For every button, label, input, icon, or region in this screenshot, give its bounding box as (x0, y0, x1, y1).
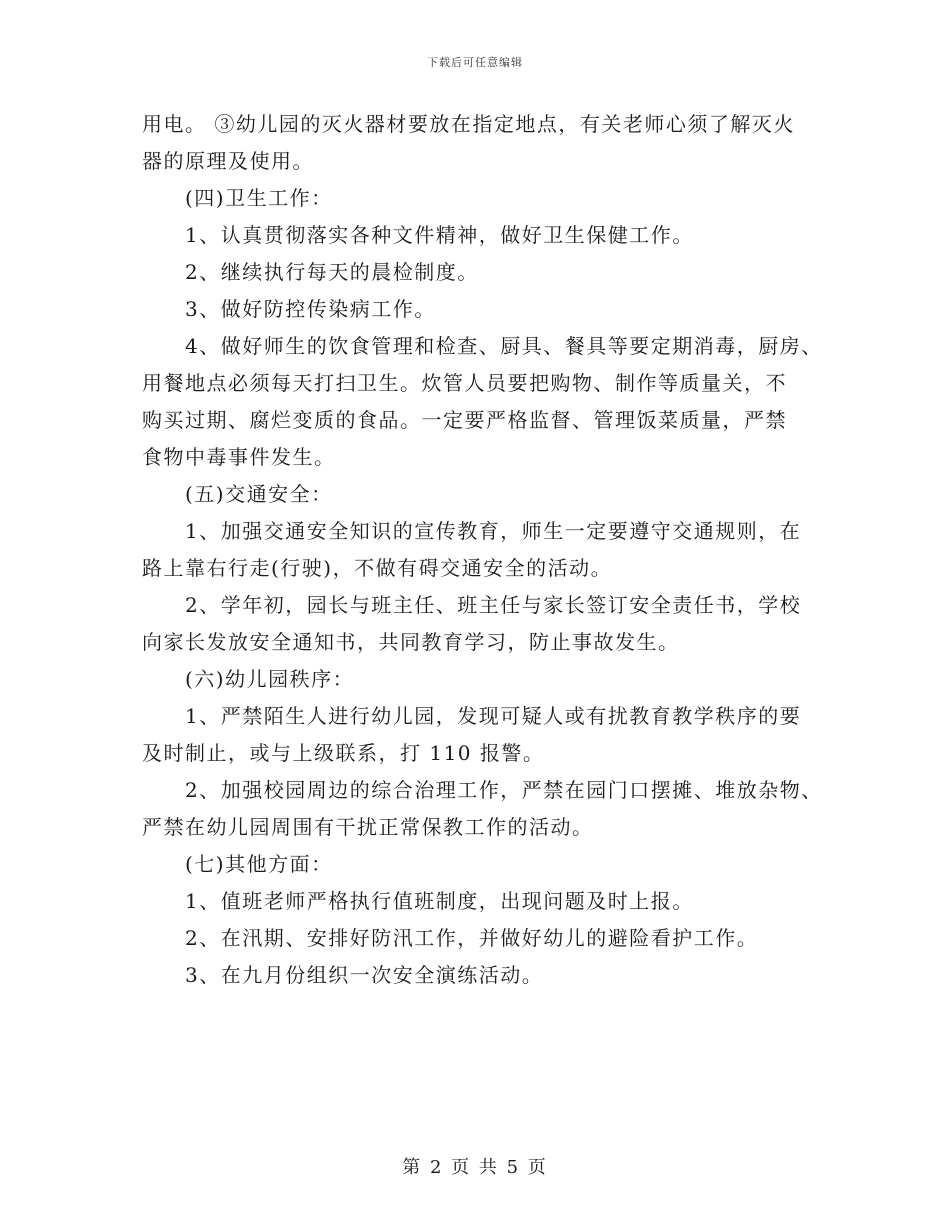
section-heading-other: (七)其他方面： (185, 852, 333, 876)
text-line: 2、加强校园周边的综合治理工作，严禁在园门口摆摊、堆放杂物、 (185, 778, 823, 802)
document-body (142, 106, 823, 994)
text-line: 食物中毒事件发生。 (142, 445, 336, 469)
section-heading-hygiene: (四)卫生工作： (185, 186, 333, 210)
text-line: 路上靠右行走(行驶)，不做有碍交通安全的活动。 (142, 556, 613, 580)
text-line: 4、做好师生的饮食管理和检查、厨具、餐具等要定期消毒，厨房、 (185, 334, 823, 358)
text-line: 用电。 ③幼儿园的灭火器材要放在指定地点，有关老师心须了解灭火 (142, 112, 795, 136)
section-heading-traffic: (五)交通安全： (185, 482, 333, 506)
text-line: 器的原理及使用。 (142, 149, 314, 173)
text-line: 2、继续执行每天的晨检制度。 (185, 260, 479, 284)
page-number-footer: 第 2 页 共 5 页 (402, 1157, 548, 1178)
text-line: 用餐地点必须每天打扫卫生。炊管人员要把购物、制作等质量关，不 (142, 371, 787, 395)
text-line: 1、认真贯彻落实各种文件精神，做好卫生保健工作。 (185, 223, 694, 247)
section-heading-order: (六)幼儿园秩序： (185, 667, 355, 691)
text-line: 及时制止，或与上级联系，打 110 报警。 (142, 741, 545, 765)
text-line: 严禁在幼儿园周围有干扰正常保教工作的活动。 (142, 815, 594, 839)
text-line: 向家长发放安全通知书，共同教育学习，防止事故发生。 (142, 630, 680, 654)
text-line: 2、在汛期、安排好防汛工作，并做好幼儿的避险看护工作。 (185, 926, 759, 950)
text-line: 1、值班老师严格执行值班制度，出现问题及时上报。 (185, 889, 694, 913)
page-header: 下载后可任意编辑 (427, 56, 523, 69)
text-line: 2、学年初，园长与班主任、班主任与家长签订安全责任书，学校 (185, 593, 802, 617)
text-line: 3、在九月份组织一次安全演练活动。 (185, 963, 544, 987)
text-line: 1、加强交通安全知识的宣传教育，师生一定要遵守交通规则，在 (185, 519, 802, 543)
text-line: 购买过期、腐烂变质的食品。一定要严格监督、管理饭菜质量，严禁 (142, 408, 787, 432)
text-line: 1、严禁陌生人进行幼儿园，发现可疑人或有扰教育教学秩序的要 (185, 704, 802, 728)
text-line: 3、做好防控传染病工作。 (185, 297, 436, 321)
